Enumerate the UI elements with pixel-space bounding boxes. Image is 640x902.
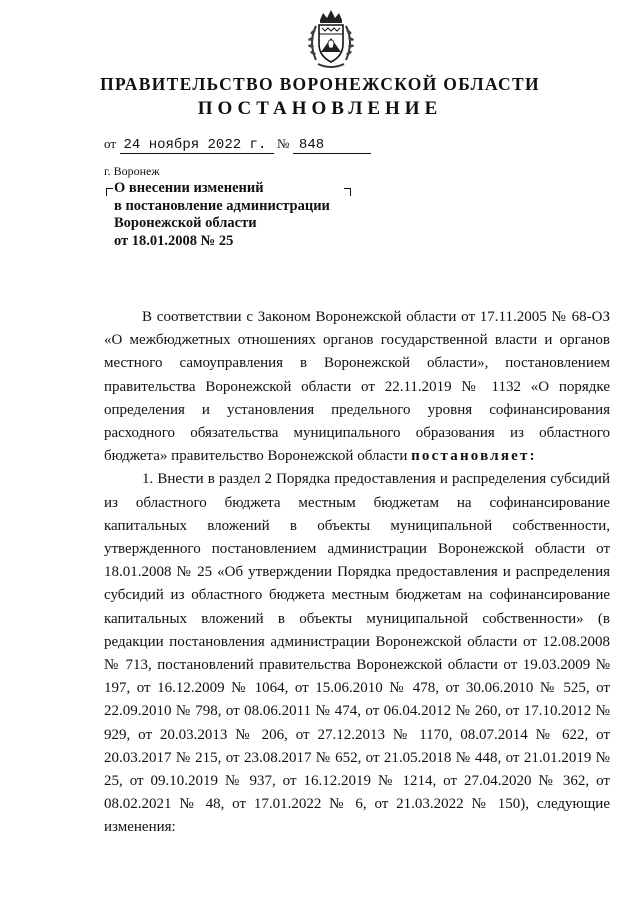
subject-corner-mark-left (106, 188, 113, 196)
document-type-title: ПОСТАНОВЛЕНИЕ (197, 98, 443, 119)
date-field (120, 137, 274, 154)
subject-line: в постановление администрации (114, 197, 330, 214)
city-name: г. Воронеж (104, 164, 160, 178)
number-value: 848 (298, 137, 325, 153)
subject-line: от 18.01.2008 № 25 (114, 232, 234, 249)
number-prefix: № (277, 136, 290, 151)
preamble-text: В соответствии с Законом Воронежской области от 17.11.2005 № 68-ОЗ «О межбюджетных отношениях органов государственной власти и органов местного самоуправления в Воронежской области», постановлением правительства Воронежской области от 22.11.2019 № 1132 «О порядке определения и установления предельного уровня софинансирования расходного обязательства муниципального образования из областного бюджета» правительство Воронежской области (104, 309, 610, 465)
subject-line: Воронежской области (114, 215, 257, 231)
document-body (104, 306, 610, 840)
preamble-paragraph (104, 306, 610, 468)
clause-1-paragraph: 1. Внести в раздел 2 Порядка предоставления и распределения субсидий из областного бюджета местным бюджетам на софинансирование капитальных вложений в объекты муниципальной собственности, утвержденного постановлением администрации Воронежской области от 18.01.2008 № 25 «Об утверждении Порядка предоставления и распределения субсидий из областного бюджета местным бюджетам на софинансирование капитальных вложений в объекты муниципальной собственности» (в редакции постановления администрации Воронежской области от 12.08.2008 № 713, постановлений правительства Воронежской области от 19.03.2009 № 197, от 16.12.2009 № 1064, от 15.06.2010 № 478, от 30.06.2010 № 525, от 22.09.2010 № 798, от 08.06.2011 № 474, от 06.04.2012 № 260, от 17.10.2012 № 929, от 20.03.2013 № 206, от 27.12.2013 № 1170, 08.07.2014 № 622, от 20.03.2017 № 215, от 23.08.2017 № 652, от 21.05.2018 № 448, от 21.01.2019 № 25, от 09.10.2019 № 937, от 16.12.2019 № 1214, от 27.04.2020 № 362, от 08.02.2021 № 48, от 17.01.2022 № 6, от 21.03.2022 № 150), следующие изменения: (104, 471, 610, 836)
date-prefix: от (104, 136, 117, 151)
organization-title: ПРАВИТЕЛЬСТВО ВОРОНЕЖСКОЙ ОБЛАСТИ (100, 74, 540, 94)
date-value: 24 ноября 2022 г. (123, 137, 267, 153)
resolves-word: постановляет: (411, 448, 537, 465)
voronezh-coat-of-arms-icon (304, 6, 358, 72)
number-field (293, 137, 371, 154)
document-subject (114, 180, 374, 250)
subject-line: О внесении изменений (114, 180, 264, 196)
date-number-line (104, 136, 371, 154)
